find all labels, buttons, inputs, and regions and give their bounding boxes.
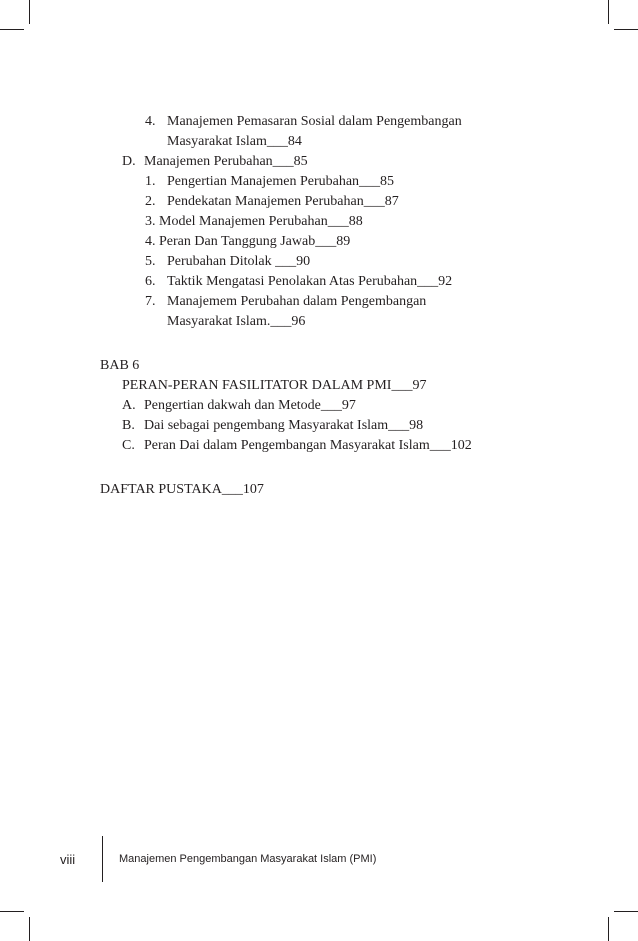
- crop-mark: [608, 917, 609, 941]
- toc-marker: 1.: [145, 174, 156, 189]
- toc-marker: A.: [122, 398, 136, 413]
- bibliography-entry: [100, 481, 264, 499]
- crop-mark: [608, 0, 609, 24]
- toc-marker: C.: [122, 438, 135, 453]
- toc-text: DAFTAR PUSTAKA___107: [100, 482, 264, 497]
- crop-mark: [0, 911, 24, 912]
- crop-mark: [614, 29, 638, 30]
- toc-text: 4. Peran Dan Tanggung Jawab___89: [145, 234, 351, 249]
- page-number: viii: [60, 852, 76, 867]
- toc-text: 3. Model Manajemen Perubahan___88: [145, 214, 363, 229]
- crop-mark: [29, 917, 30, 941]
- toc-entry: [145, 213, 363, 231]
- toc-text: Manajemem Perubahan dalam Pengembangan: [167, 294, 427, 309]
- toc-marker: 6.: [145, 274, 156, 289]
- toc-text: Masyarakat Islam___84: [167, 134, 302, 149]
- running-title: Manajemen Pengembangan Masyarakat Islam (PMI): [119, 853, 377, 865]
- toc-text: Masyarakat Islam.___96: [167, 314, 306, 329]
- toc-marker: 4.: [145, 114, 156, 129]
- toc-text: Pengertian dakwah dan Metode___97: [144, 398, 356, 413]
- toc-text: PERAN-PERAN FASILITATOR DALAM PMI___97: [122, 378, 427, 393]
- chapter-title: [122, 377, 426, 395]
- toc-text: Peran Dai dalam Pengembangan Masyarakat Islam___102: [144, 438, 472, 453]
- crop-mark: [0, 29, 24, 30]
- crop-mark: [614, 911, 638, 912]
- toc-marker: 5.: [145, 254, 156, 269]
- toc-marker: D.: [122, 154, 136, 169]
- toc-entry: [145, 233, 350, 251]
- toc-marker: 2.: [145, 194, 156, 209]
- toc-marker: 7.: [145, 294, 156, 309]
- toc-entry: [167, 313, 305, 331]
- toc-marker: B.: [122, 418, 135, 433]
- toc-text: Manajemen Perubahan___85: [144, 154, 308, 169]
- toc-text: BAB 6: [100, 358, 140, 373]
- toc-text: Perubahan Ditolak ___90: [167, 254, 311, 269]
- toc-text: Pendekatan Manajemen Perubahan___87: [167, 194, 399, 209]
- toc-entry: [167, 133, 302, 151]
- toc-text: Manajemen Pemasaran Sosial dalam Pengembangan: [167, 114, 462, 129]
- chapter-heading: [100, 357, 139, 375]
- toc-text: Dai sebagai pengembang Masyarakat Islam___98: [144, 418, 424, 433]
- crop-mark: [29, 0, 30, 24]
- toc-text: Taktik Mengatasi Penolakan Atas Perubahan___92: [167, 274, 453, 289]
- footer-divider: [102, 836, 103, 882]
- toc-text: Pengertian Manajemen Perubahan___85: [167, 174, 395, 189]
